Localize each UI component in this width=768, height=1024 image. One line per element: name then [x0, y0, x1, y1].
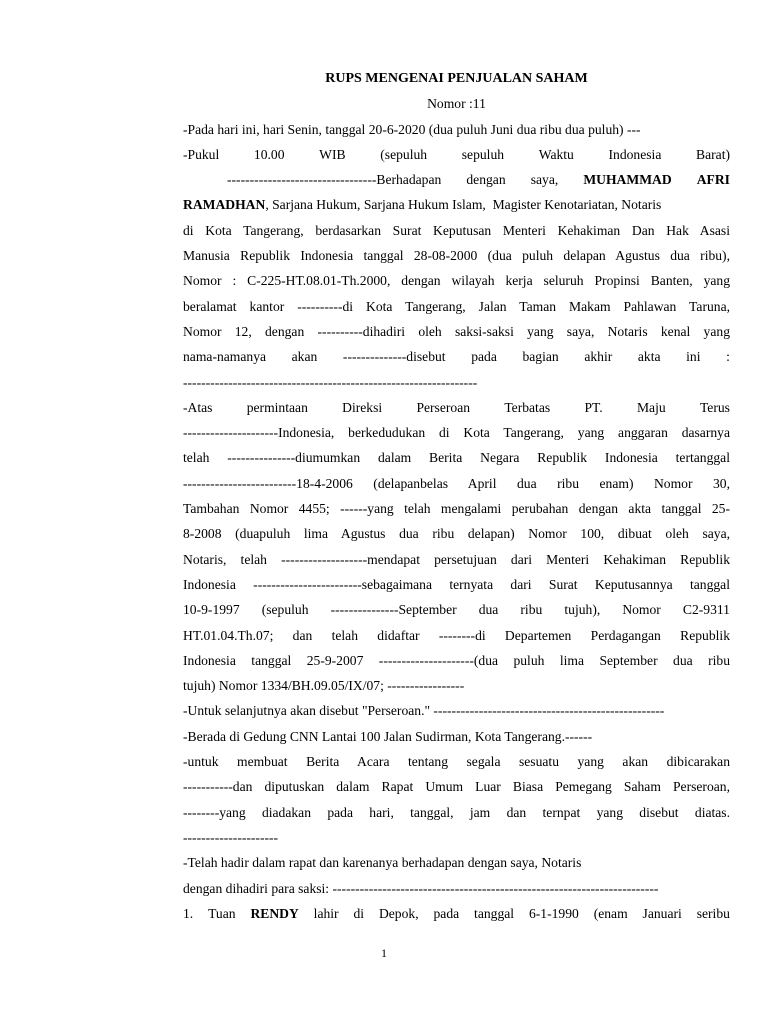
- body-line: [183, 319, 730, 344]
- line-text: lahir: [313, 905, 339, 921]
- document-page: [183, 66, 730, 926]
- line-text: beralamat kantor ----------di Kota Tangerang, Jalan Taman Makam Pahlawan Taruna,: [183, 298, 730, 314]
- body-line: [183, 648, 730, 673]
- body-line: [183, 724, 730, 749]
- line-text: 6-1-1990: [528, 905, 579, 921]
- line-text: (enam: [593, 905, 628, 921]
- line-text: (sepuluh: [380, 146, 428, 162]
- body-line: [183, 800, 730, 825]
- line-text: pada: [433, 905, 460, 921]
- body-line: [183, 496, 730, 521]
- line-text: Manusia Republik Indonesia tanggal 28-08-2000 (dua puluh delapan Agustus dua ribu),: [183, 248, 730, 264]
- line-text: Sarjana Hukum, Sarjana Hukum Islam, Magister Kenotariatan, Notaris: [272, 197, 662, 213]
- line-text: Maju: [636, 399, 666, 415]
- line-text: bagian: [522, 349, 559, 365]
- line-text: Nomor 12, dengan ----------dihadiri oleh saksi-saksi yang saya, Notaris kenal yang: [183, 323, 730, 339]
- line-text: --------yang diadakan pada hari, tanggal, jam dan ternpat yang disebut diatas.: [183, 804, 730, 820]
- line-text: Indonesia ------------------------sebagaimana ternyata dari Surat Keputusannya tanggal: [183, 576, 730, 592]
- body-line: [183, 749, 730, 774]
- line-text: telah ---------------diumumkan dalam Berita Negara Republik Indonesia tertanggal: [183, 450, 730, 466]
- body-line: [183, 294, 730, 319]
- body-line: [183, 825, 730, 850]
- bold-text: RENDY: [250, 905, 299, 921]
- line-text: Januari: [642, 905, 682, 921]
- line-text: Depok,: [378, 905, 419, 921]
- line-text: :: [726, 349, 730, 365]
- body-line: [183, 344, 730, 369]
- line-text: -untuk membuat Berita Acara tentang segala sesuatu yang akan dibicarakan: [183, 754, 730, 770]
- page-number: 1: [381, 946, 387, 960]
- line-text: tujuh) Nomor 1334/BH.09.05/IX/07; -----------------: [183, 678, 465, 694]
- line-text: ---------------September: [330, 602, 457, 618]
- bold-text: AFRI: [696, 172, 730, 188]
- line-text: -Pada hari ini, hari Senin, tanggal 20-6-2020 (dua puluh Juni dua ribu dua puluh) ---: [183, 121, 641, 137]
- line-text: Tuan: [208, 905, 236, 921]
- document-title: RUPS MENGENAI PENJUALAN SAHAM: [325, 71, 588, 86]
- line-text: ---------------------------------Berhadapan: [227, 172, 442, 188]
- line-text: C2-9311: [682, 602, 730, 618]
- line-text: Indonesia: [608, 146, 662, 162]
- body-line: [183, 268, 730, 293]
- line-text: Barat): [696, 146, 730, 162]
- line-text: WIB: [319, 146, 346, 162]
- line-text: di: [353, 905, 365, 921]
- line-text: akta: [637, 349, 661, 365]
- body-line: [183, 445, 730, 470]
- line-text: tanggal: [474, 905, 515, 921]
- line-text: 1.: [183, 905, 194, 921]
- body-line: [183, 167, 730, 192]
- line-text: Notaris, telah -------------------mendapat persetujuan dari Menteri Kehakiman Republik: [183, 551, 730, 567]
- line-text: PT.: [584, 399, 603, 415]
- line-text: saya,: [530, 172, 559, 188]
- line-text: Terbatas: [504, 399, 551, 415]
- line-text: -----------dan diputuskan dalam Rapat Umum Luar Biasa Pemegang Saham Perseroan,: [183, 779, 730, 795]
- line-text: RAMADHAN, Sarjana Hukum, Sarjana Hukum Islam, Magister Kenotariatan, Notaris: [183, 197, 662, 213]
- line-text: permintaan: [246, 399, 308, 415]
- line-text: akan: [291, 349, 318, 365]
- line-text: ribu: [520, 602, 543, 618]
- body-line: [183, 901, 730, 926]
- line-text: dengan: [466, 172, 506, 188]
- body-line: [183, 572, 730, 597]
- body-line: [183, 876, 730, 901]
- line-text: seribu: [696, 905, 730, 921]
- body-line: [183, 192, 730, 217]
- line-text: Nomor : C-225-HT.08.01-Th.2000, dengan wilayah kerja seluruh Propinsi Banten, yang: [183, 273, 730, 289]
- line-text: dengan dihadiri para saksi: ------------------------------------------------------------------------: [183, 880, 659, 896]
- line-text: --------------disebut: [342, 349, 446, 365]
- body-line: [183, 623, 730, 648]
- body-line: [183, 243, 730, 268]
- line-text: Terus: [699, 399, 730, 415]
- body-line: [183, 850, 730, 875]
- line-text: (sepuluh: [261, 602, 309, 618]
- line-text: -Untuk selanjutnya akan disebut "Perseroan." ---------------------------------------------------: [183, 703, 665, 719]
- body-line: [183, 673, 730, 698]
- line-text: akhir: [584, 349, 613, 365]
- body-line: [183, 218, 730, 243]
- bold-text: MUHAMMAD: [583, 172, 672, 188]
- line-text: -Atas: [183, 399, 213, 415]
- body-line: [183, 774, 730, 799]
- line-text: 10-9-1997: [183, 602, 240, 618]
- line-text: sepuluh: [461, 146, 505, 162]
- line-text: 8-2008 (duapuluh lima Agustus dua ribu delapan) Nomor 100, dibuat oleh saya,: [183, 526, 730, 542]
- body-line: [183, 597, 730, 622]
- body-line: [183, 370, 730, 395]
- line-text: Waktu: [538, 146, 574, 162]
- line-text: -Berada di Gedung CNN Lantai 100 Jalan Sudirman, Kota Tangerang.------: [183, 728, 593, 744]
- line-text: Indonesia tanggal 25-9-2007 ---------------------(dua puluh lima September dua ribu: [183, 652, 730, 668]
- line-text: tujuh),: [564, 602, 601, 618]
- line-text: -Pukul: [183, 146, 220, 162]
- line-text: Direksi: [342, 399, 383, 415]
- body-line: [183, 547, 730, 572]
- body-line: [183, 420, 730, 445]
- line-text: ini: [686, 349, 701, 365]
- body-line: [183, 117, 730, 142]
- body-line: [183, 471, 730, 496]
- line-text: HT.01.04.Th.07; dan telah didaftar --------di Departemen Perdagangan Republik: [183, 627, 730, 643]
- line-text: pada: [471, 349, 497, 365]
- line-text: ---------------------: [183, 829, 279, 845]
- line-text: ---------------------Indonesia, berkedudukan di Kota Tangerang, yang anggaran dasarnya: [183, 425, 730, 441]
- line-text: -----------------------------------------------------------------: [183, 374, 478, 390]
- line-text: Perseroan: [416, 399, 471, 415]
- body-line: [183, 698, 730, 723]
- line-text: di Kota Tangerang, berdasarkan Surat Keputusan Menteri Kehakiman Dan Hak Asasi: [183, 222, 730, 238]
- line-text: nama-namanya: [183, 349, 267, 365]
- body-line: [183, 521, 730, 546]
- bold-text: RAMADHAN: [183, 197, 266, 213]
- document-number: Nomor :11: [427, 96, 486, 112]
- line-text: -------------------------18-4-2006 (delapanbelas April dua ribu enam) Nomor 30,: [183, 475, 730, 491]
- line-text: dua: [478, 602, 499, 618]
- body-line: [183, 395, 730, 420]
- line-text: Tambahan Nomor 4455; ------yang telah mengalami perubahan dengan akta tanggal 25-: [183, 501, 730, 517]
- document-body: [183, 117, 730, 927]
- line-text: 10.00: [253, 146, 285, 162]
- line-text: Nomor: [622, 602, 661, 618]
- body-line: [183, 142, 730, 167]
- line-text: -Telah hadir dalam rapat dan karenanya berhadapan dengan saya, Notaris: [183, 855, 582, 871]
